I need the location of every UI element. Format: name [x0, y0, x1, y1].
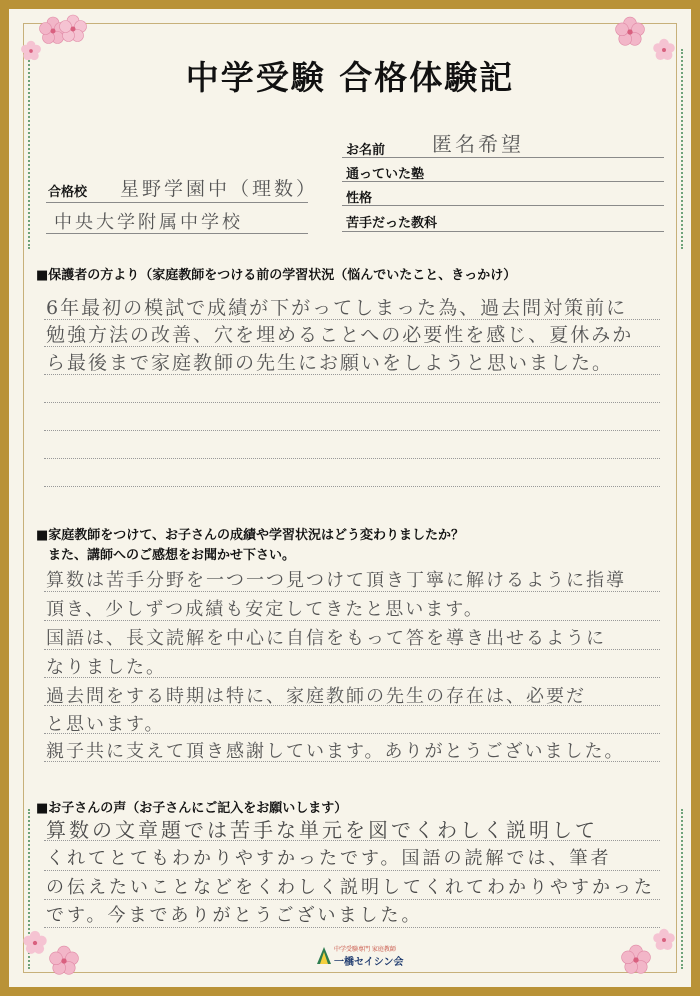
cherry-blossom-icon: [652, 928, 676, 952]
parents-text-line: 勉強方法の改善、穴を埋めることへの必要性を感じ、夏休みか: [46, 324, 634, 346]
name-value: 匿名希望: [432, 132, 524, 156]
child-text-line: くれてとてもわかりやすかったです。国語の読解では、筆者: [46, 848, 612, 869]
company-logo: [316, 944, 436, 970]
cherry-blossom-icon: [620, 944, 652, 976]
tutor-text-line: 親子共に支えて頂き感謝しています。ありがとうございました。: [46, 741, 625, 762]
rule-line: [342, 231, 664, 232]
child-text-line: の伝えたいことなどをくわしく説明してくれてわかりやすかった: [46, 877, 655, 898]
tutor-section-heading: ■家庭教師をつけて、お子さんの成績や学習状況はどう変わりましたか？: [36, 528, 465, 543]
cherry-blossom-icon: [48, 945, 80, 977]
rule-line: [342, 181, 664, 182]
logo-tagline: 中学受験専門 家庭教師: [334, 946, 396, 953]
cherry-blossom-icon: [22, 930, 48, 956]
rule-line: [46, 202, 308, 203]
dotted-line: [44, 927, 660, 928]
page-title: 中学受験 合格体験記: [185, 58, 515, 97]
school-value-1: 星野学園中（理数）: [120, 178, 319, 200]
tutor-text-line: 国語は、長文読解を中心に自信をもって答を導き出せるように: [46, 628, 606, 649]
dotted-line: [44, 870, 660, 871]
cherry-blossom-icon: [614, 16, 646, 48]
tutor-text-line: 過去問をする時期は特に、家庭教師の先生の存在は、必要だ: [46, 686, 586, 707]
dotted-line: [44, 458, 660, 459]
weak-subject-label: 苦手だった教科: [346, 216, 438, 231]
personality-label: 性格: [346, 191, 373, 206]
parents-text-line: ら最後まで家庭教師の先生にお願いをしようと思いました。: [46, 352, 614, 374]
dotted-line: [44, 430, 660, 431]
child-section-heading: ■お子さんの声（お子さんにご記入をお願いします）: [36, 801, 348, 816]
logo-name: 一橋セイシン会: [334, 957, 404, 968]
name-label: お名前: [346, 143, 386, 158]
cram-school-label: 通っていた塾: [346, 167, 425, 182]
rule-line: [342, 205, 664, 206]
tutor-text-line: 算数は苦手分野を一つ一つ見つけて頂き丁寧に解けるように指導: [46, 570, 626, 591]
tutor-section-subheading: また、講師へのご感想をお聞かせ下さい。: [48, 548, 296, 563]
dotted-line: [44, 486, 660, 487]
parents-text-line: 6年最初の模試で成績が下がってしまった為、過去問対策前に: [46, 297, 628, 319]
mountain-logo-icon: [316, 946, 332, 966]
child-text-line: 算数の文章題では苦手な単元を図でくわしく説明して: [46, 818, 598, 842]
rule-line: [342, 157, 664, 158]
dotted-line: [44, 899, 660, 900]
tutor-text-line: 頂き、少しずつ成績も安定してきたと思います。: [46, 599, 484, 620]
vine-decoration: [681, 809, 689, 969]
dotted-line: [44, 402, 660, 403]
rule-line: [46, 233, 308, 234]
tutor-text-line: と思います。: [46, 714, 165, 735]
cherry-blossom-icon: [58, 14, 88, 44]
tutor-text-line: なりました。: [46, 657, 166, 678]
school-label: 合格校: [48, 185, 88, 200]
school-value-2: 中央大学附属中学校: [54, 212, 243, 233]
child-text-line: です。今までありがとうございました。: [46, 905, 423, 926]
parents-section-heading: ■保護者の方より（家庭教師をつける前の学習状況（悩んでいたこと、きっかけ）: [36, 268, 517, 283]
